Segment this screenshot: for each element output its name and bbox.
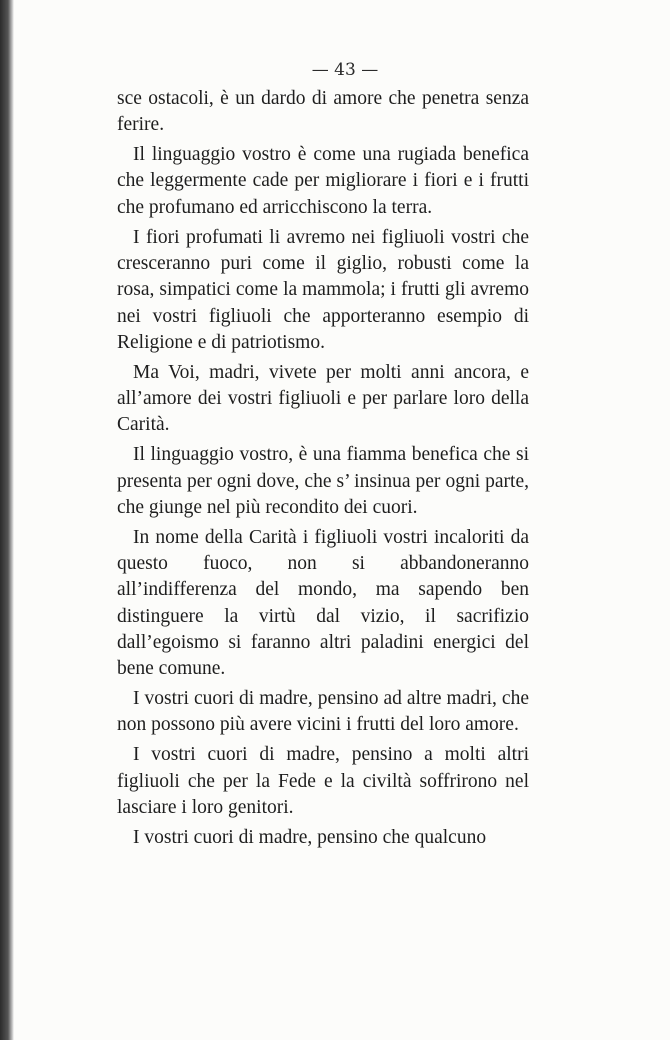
paragraph: In nome della Carità i figliuoli vostri incaloriti da questo fuoco, non si abbandoneranno all’indifferenza del mondo, ma sapendo ben distinguere la virtù dal vizio, il sacrifizio dall’egoismo si faranno altri paladini energici del bene comune.: [117, 526, 529, 680]
paragraph: Ma Voi, madri, vivete per molti anni ancora, e all’amore dei vostri figliuoli e per parlare loro della Carità.: [117, 361, 529, 436]
paragraph: Il linguaggio vostro, è una fiamma benefica che si presenta per ogni dove, che s’ insinua per ogni parte, che giunge nel più recondito dei cuori.: [117, 444, 529, 518]
paragraph: I fiori profumati li avremo nei figliuoli vostri che cresceranno puri come il giglio, robusti come la rosa, simpatici come la mammola; i frutti gli avremo nei vostri figliuoli che apporteranno esempio di Religione e di patriotismo.: [117, 226, 529, 353]
page-number: — 43 —: [311, 60, 379, 80]
page-binding-edge: [0, 0, 14, 1040]
paragraph: I vostri cuori di madre, pensino a molti altri figliuoli che per la Fede e la civiltà soffrirono nel lasciare i loro genitori.: [117, 744, 529, 818]
body-text: [117, 86, 529, 855]
paragraph: I vostri cuori di madre, pensino che qualcuno: [133, 826, 487, 848]
paragraph: Il linguaggio vostro è come una rugiada benefica che leggermente cade per migliorare i fiori e i frutti che profumano ed arricchiscono la terra.: [117, 144, 529, 218]
paragraph: I vostri cuori di madre, pensino ad altre madri, che non possono più avere vicini i frutti del loro amore.: [117, 688, 529, 736]
paragraph: sce ostacoli, è un dardo di amore che penetra senza ferire.: [117, 88, 529, 136]
